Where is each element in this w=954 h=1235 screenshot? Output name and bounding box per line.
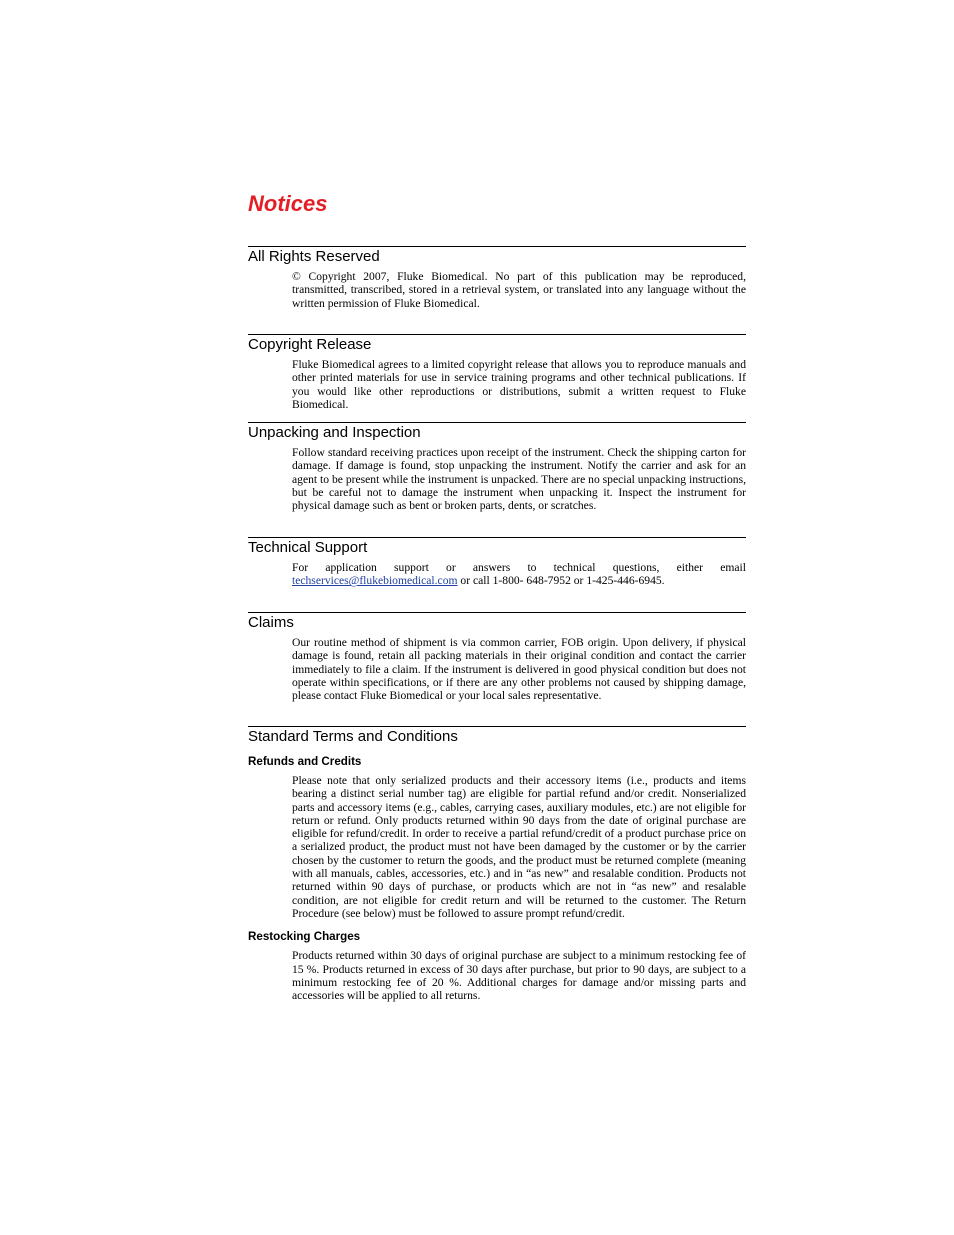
refunds-paragraph: Please note that only serialized products and their accessory items (i.e., products and items bearing a distinct serial number tag) are eligible for partial refund and/or credit. Nonserialized parts and accessory items (e.g., cables, carrying cases, auxiliary modules, etc.) are not eligible for return or refund. Only products returned within 90 days from the date of original purchase are eligible for refund/credit. In order to receive a partial refund/credit of a product purchase price on a serialized product, the product must not have been damaged by the customer or by the carrier chosen by the customer to return the goods, and the product must be returned complete (meaning with all manuals, cables, accessories, etc.) and in “as new” and resalable condition. Products not returned within 90 days of purchase, or products which are not in “as new” and resalable condition, are not eligible for credit return and will be returned to the customer. The Return Procedure (see below) must be followed to assure prompt refund/credit. (292, 774, 746, 920)
claims-paragraph: Our routine method of shipment is via common carrier, FOB origin. Upon delivery, if physical damage is found, retain all packing materials in their original condition and contact the carrier immediately to file a claim. If the instrument is delivered in good physical condition but does not operate within specifications, or if there are any other problems not caused by shipping damage, please contact Fluke Biomedical or your local sales representative. (292, 636, 746, 703)
section-unpacking-and-inspection (248, 422, 746, 512)
restocking-paragraph: Products returned within 30 days of original purchase are subject to a minimum restocking fee of 15 %. Products returned in excess of 30 days after purchase, but prior to 90 days, are subject to a minimum restocking fee of 20 %. Additional charges for damage and/or missing parts and accessories will be applied to all returns. (292, 949, 746, 1003)
section-copyright-release (248, 334, 746, 411)
support-text-after: or call 1-800- 648-7952 or 1-425-446-6945. (457, 574, 665, 588)
section-heading: Copyright Release (248, 336, 372, 353)
section-heading: Technical Support (248, 539, 368, 556)
rights-paragraph: © Copyright 2007, Fluke Biomedical. No part of this publication may be reproduced, transmitted, transcribed, stored in a retrieval system, or translated into any language without the written permission of Fluke Biomedical. (292, 270, 746, 310)
section-heading: Standard Terms and Conditions (248, 728, 458, 745)
restocking-heading: Restocking Charges (248, 930, 361, 944)
section-heading: Claims (248, 614, 294, 631)
copyright-paragraph: Fluke Biomedical agrees to a limited copyright release that allows you to reproduce manuals and other printed materials for use in service training programs and other technical publications. If you would like other reproductions or distributions, submit a written request to Fluke Biomedical. (292, 358, 746, 411)
page-title: Notices (248, 191, 328, 216)
support-text-before: For application support or answers to technical questions, either email (292, 561, 746, 574)
section-standard-terms (248, 726, 746, 1002)
section-claims (248, 612, 746, 702)
section-all-rights-reserved (248, 246, 746, 310)
support-email-link[interactable]: techservices@flukebiomedical.com (292, 574, 458, 588)
refunds-heading: Refunds and Credits (248, 755, 362, 768)
section-heading: All Rights Reserved (248, 248, 380, 265)
section-heading: Unpacking and Inspection (248, 424, 421, 441)
unpacking-paragraph: Follow standard receiving practices upon receipt of the instrument. Check the shipping carton for damage. If damage is found, stop unpacking the instrument. Notify the carrier and ask for an agent to be present while the instrument is unpacked. There are no special unpacking instructions, but be careful not to damage the instrument when unpacking it. Inspect the instrument for physical damage such as bent or broken parts, dents, or scratches. (292, 446, 746, 513)
section-technical-support (248, 537, 746, 588)
support-paragraph (292, 561, 746, 588)
